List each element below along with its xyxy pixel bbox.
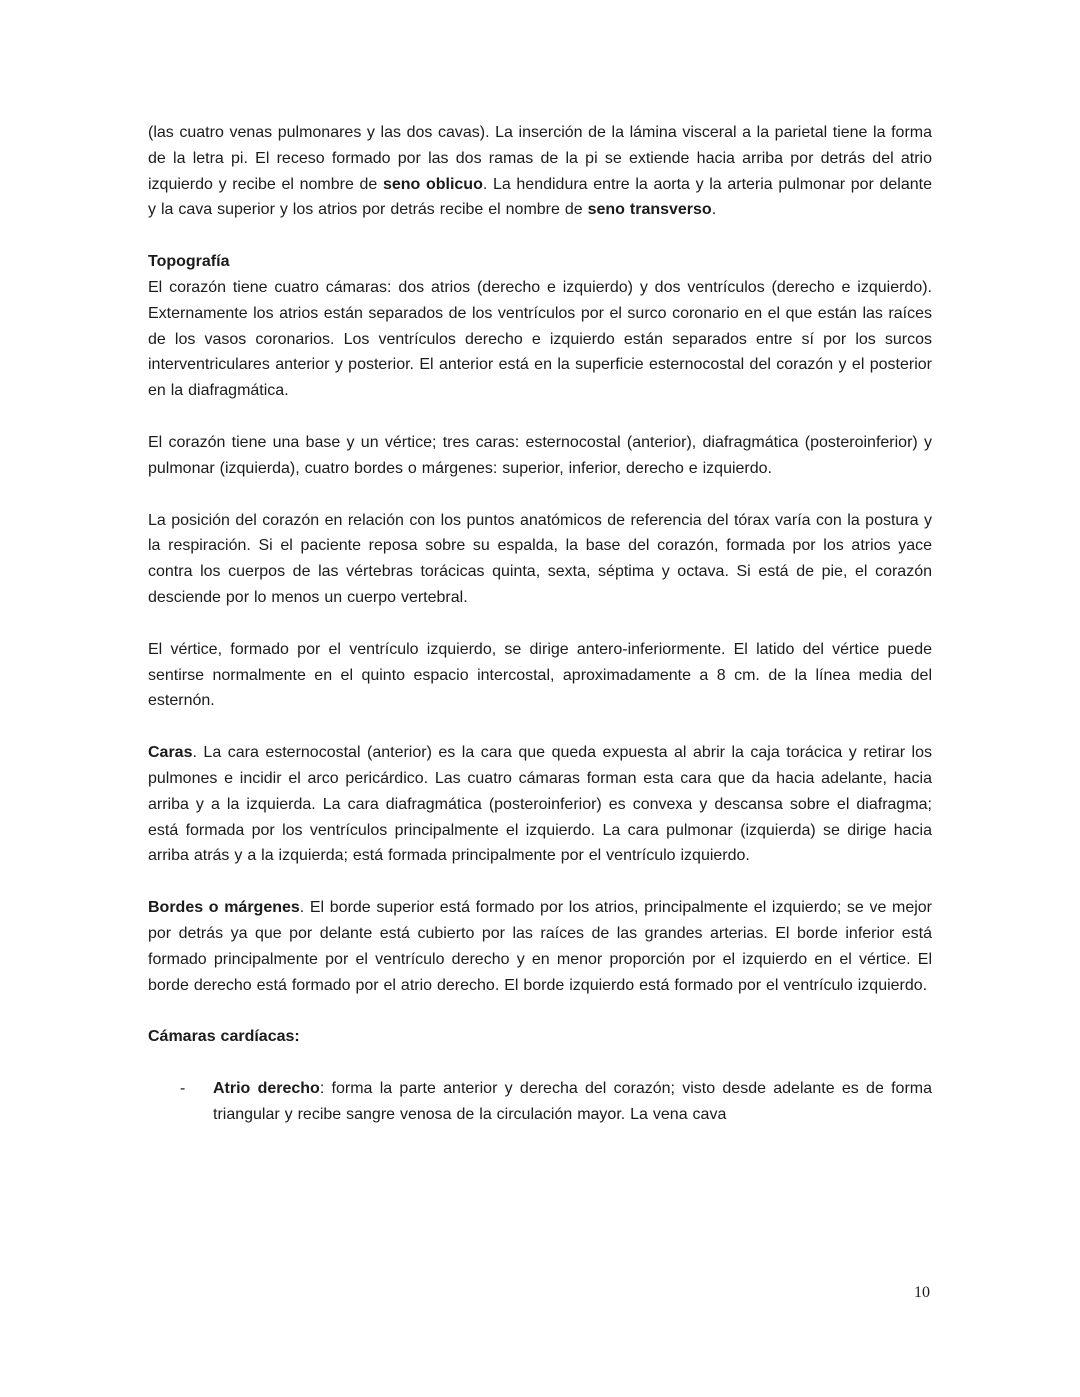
section-heading: Topografía <box>148 253 230 271</box>
page-number: 10 <box>914 1284 930 1301</box>
document-body <box>148 120 932 1154</box>
list-bullet: - <box>180 1080 186 1098</box>
paragraph: Bordes o márgenes. El borde superior está formado por los atrios, principalmente el izquierdo; se ve mejor por detrás ya que por delante está cubierto por las raíces de las grandes arterias. El borde inferior está formado principalmente por el ventrículo derecho y en menor proporción por el izquierdo en el vértice. El borde derecho está formado por el atrio derecho. El borde izquierdo está formado por el ventrículo izquierdo. <box>148 899 933 994</box>
paragraph: El vértice, formado por el ventrículo izquierdo, se dirige antero-inferiormente. El latido del vértice puede sentirse normalmente en el quinto espacio intercostal, aproximadamente a 8 cm. de la línea media del esternón. <box>148 640 932 710</box>
list-item-text: Atrio derecho: forma la parte anterior y derecha del corazón; visto desde adelante es de forma triangular y recibe sangre venosa de la circulación mayor. La vena cava <box>213 1080 933 1123</box>
list-item <box>148 1076 932 1128</box>
paragraph: El corazón tiene una base y un vértice; tres caras: esternocostal (anterior), diafragmática (posteroinferior) y pulmonar (izquierda), cuatro bordes o márgenes: superior, inferior, derecho e izquierdo. <box>148 433 932 477</box>
paragraph: Caras. La cara esternocostal (anterior) es la cara que queda expuesta al abrir la caja torácica y retirar los pulmones e incidir el arco pericárdico. Las cuatro cámaras forman esta cara que da hacia adelante, hacia arriba y a la izquierda. La cara diafragmática (posteroinferior) es convexa y descansa sobre el diafragma; está formada por los ventrículos principalmente el izquierdo. La cara pulmonar (izquierda) se dirige hacia arriba atrás y a la izquierda; está formada principalmente por el ventrículo izquierdo. <box>148 744 932 865</box>
paragraph: La posición del corazón en relación con los puntos anatómicos de referencia del tórax varía con la postura y la respiración. Si el paciente reposa sobre su espalda, la base del corazón, formada por los atrios yace contra los cuerpos de las vértebras torácicas quinta, sexta, séptima y octava. Si está de pie, el corazón desciende por lo menos un cuerpo vertebral. <box>148 511 932 606</box>
paragraph: El corazón tiene cuatro cámaras: dos atrios (derecho e izquierdo) y dos ventrículos (derecho e izquierdo). Externamente los atrios están separados de los ventrículos por el surco coronario en el que están las raíces de los vasos coronarios. Los ventrículos derecho e izquierdo están separados entre sí por los surcos interventriculares anterior y posterior. El anterior está en la superficie esternocostal del corazón y el posterior en la diafragmática. <box>148 278 932 400</box>
paragraph: (las cuatro venas pulmonares y las dos cavas). La inserción de la lámina visceral a la parietal tiene la forma de la letra pi. El receso formado por las dos ramas de la pi se extiende hacia arriba por detrás del atrio izquierdo y recibe el nombre de seno oblicuo. La hendidura entre la aorta y la arteria pulmonar por delante y la cava superior y los atrios por detrás recibe el nombre de seno transverso. <box>148 124 933 219</box>
section-heading: Cámaras cardíacas: <box>148 1028 300 1046</box>
